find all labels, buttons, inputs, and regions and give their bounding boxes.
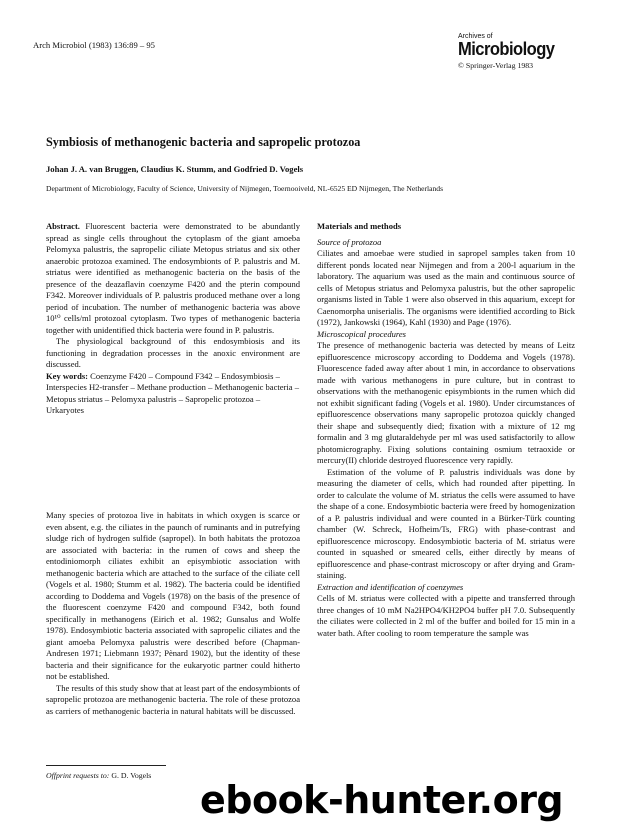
keywords <box>46 371 300 417</box>
subheading-source: Source of protozoa <box>317 236 382 247</box>
author-list: Johan J. A. van Bruggen, Claudius K. Stumm, and Godfried D. Vogels <box>46 164 304 174</box>
methods-heading: Materials and methods <box>317 221 402 231</box>
subheading-microscopy: Microscopical procedures <box>317 328 407 339</box>
journal-citation: Arch Microbiol (1983) 136:89 – 95 <box>33 40 155 50</box>
microscopy-paragraph-1: The presence of methanogenic bacteria was detected by means of Leitz epifluorescence microscopy according to Doddema and Vogels (1978). Fluorescence faded away after about 1 min, in accordance to observations made with various methanogens in pure culture, but in contrast to observations with the methanogenic episymbionts in the rumen which did not exhibit significant fading (Vogels et al. 1980). Under circumstances of epifluorescence observations many sapropelic protozoa quickly changed their shape and subsequently died; fixation with a mixture of 12 mg formalin and 3 mg glutaraldehyde per ml was used satisfactorily to allow photomicrography. Fixing solutions containing osmium tetraoxide or mercury(II) chloride destroyed fluorescence very rapidly. <box>317 340 575 465</box>
abstract-paragraph-2: The physiological background of this endosymbiosis and its functioning in degradation processes in the anoxic environment are discussed. <box>46 336 300 369</box>
offprint-name: G. D. Vogels <box>111 771 152 780</box>
extraction-paragraph: Cells of M. striatus were collected with a pipette and transferred through three changes of 10 mM Na2HPO4/KH2PO4 buffer pH 7.0. Subsequently the ciliates were collected in 2 ml of the buffer and boiled for 15 min in a water bath. After cooling to room temperature the sample was <box>317 593 575 638</box>
subheading-extraction: Extraction and identification of coenzymes <box>317 581 464 592</box>
article-title: Symbiosis of methanogenic bacteria and sapropelic protozoa <box>46 135 361 149</box>
abstract-label: Abstract. <box>46 221 80 231</box>
source-paragraph: Ciliates and amoebae were studied in sapropel samples taken from 10 different ponds located near Nijmegen and from a 200-l aquarium in the laboratory. The aquarium was used as the main and continuous source of cells of Metopus striatus and Pelomyxa palustris, but the other sapropelic organisms listed in Table 1 were also observed in this aquarium, except for Caenomorpha uniserialis. The organisms were identified according to Bick (1972), Jankowski (1964), Kahl (1930) and Page (1976). <box>317 248 575 327</box>
journal-prefix: Archives of <box>458 33 493 40</box>
offprint-footnote <box>46 771 151 780</box>
keywords-label: Key words: <box>46 370 89 381</box>
keywords-text: Coenzyme F420 – Compound F342 – Endosymbiosis – Interspecies H2-transfer – Methane production – Methanogenic bacteria – Metopus striatus – Pelomyxa palustris – Sapropelic protozoa – Urkaryotes <box>46 370 299 415</box>
abstract-text: Fluorescent bacteria were demonstrated to be abundantly spread as single cells throughout the cytoplasm of the giant amoeba Pelomyxa palustris, the sapropelic ciliate Metopus striatus and six other anaerobic protozoa examined. The endosymbionts of P. palustris and M. striatus were identified as methanogenic bacteria on the basis of the presence of the deazaflavin coenzyme F420 and the pterin compound F342. Moreover individuals of P. palustris produced methane over a long period of incubation. The number of methanogenic bacteria was above 10¹⁰ cells/ml protozoal cytoplasm. Two types of methanogenic bacteria together with unidentified thick bacteria were found in P. palustris. <box>46 221 300 335</box>
introduction-section <box>46 510 300 717</box>
offprint-label: Offprint requests to: <box>46 771 110 780</box>
journal-logo: Microbiology <box>458 39 555 59</box>
copyright-notice: © Springer-Verlag 1983 <box>458 61 534 70</box>
journal-brand <box>458 33 583 70</box>
methods-section <box>317 221 575 639</box>
watermark: ebook-hunter.org <box>200 778 564 822</box>
abstract-paragraph <box>46 221 300 336</box>
intro-paragraph-1: Many species of protozoa live in habitats in which oxygen is scarce or even absent, e.g. the ciliates in the paunch of ruminants and in putrefying sludge rich of hydrogen sulfide (sapropel). In both habitats the protozoa are associated with bacteria: in the rumen of cows and sheep the entodiniomorph ciliates exhibit an episymbiotic association with methanogenic bacteria which are attached to the surface of the ciliate cell (Vogels et al. 1980; Stumm et al. 1982). The bacteria could be identified according to Doddema and Vogels (1978) on the basis of the presence of the fluorescent coenzyme F420 and compound F342, both found specifically in methanogens (Eirich et al. 1982; Gunsalus and Wolfe 1978). Endosymbiotic bacteria associated with sapropelic ciliates and the giant amoeba Pelomyxa palustris were described before (Chapman-Andresen 1971; Liebmann 1937; Pènard 1902), but the identity of these bacteria and their significance for the eukaryotic partner could hitherto not be established. <box>46 510 300 681</box>
abstract-section <box>46 221 300 417</box>
intro-paragraph-2: The results of this study show that at least part of the endosymbionts of sapropelic protozoa are methanogenic bacteria. The role of these protozoa as carriers of methanogenic bacteria in natural habitats will be discussed. <box>46 682 300 716</box>
affiliation: Department of Microbiology, Faculty of Science, University of Nijmegen, Toernooiveld, NL-6525 ED Nijmegen, The Netherlands <box>46 184 444 193</box>
microscopy-paragraph-2: Estimation of the volume of P. palustris individuals was done by measuring the diameter of cells, which had rounded after pipetting. In order to calculate the volume of M. striatus the cells were assumed to have the shape of a cone. Endosymbiotic bacteria were freed by homogenization of a P. palustris individual and were counted in a Bürker-Türk counting chamber (W. Schreck, Hofheim/Ts, FRG) with phase-contrast and epifluorescence microscopy. Endosymbiotic bacteria of M. striatus were counted in squashed or smeared cells, either directly by means of epifluorescence and phase-contrast microscopy or after drying and Gram-staining. <box>317 466 575 580</box>
footnote-rule <box>46 765 166 766</box>
